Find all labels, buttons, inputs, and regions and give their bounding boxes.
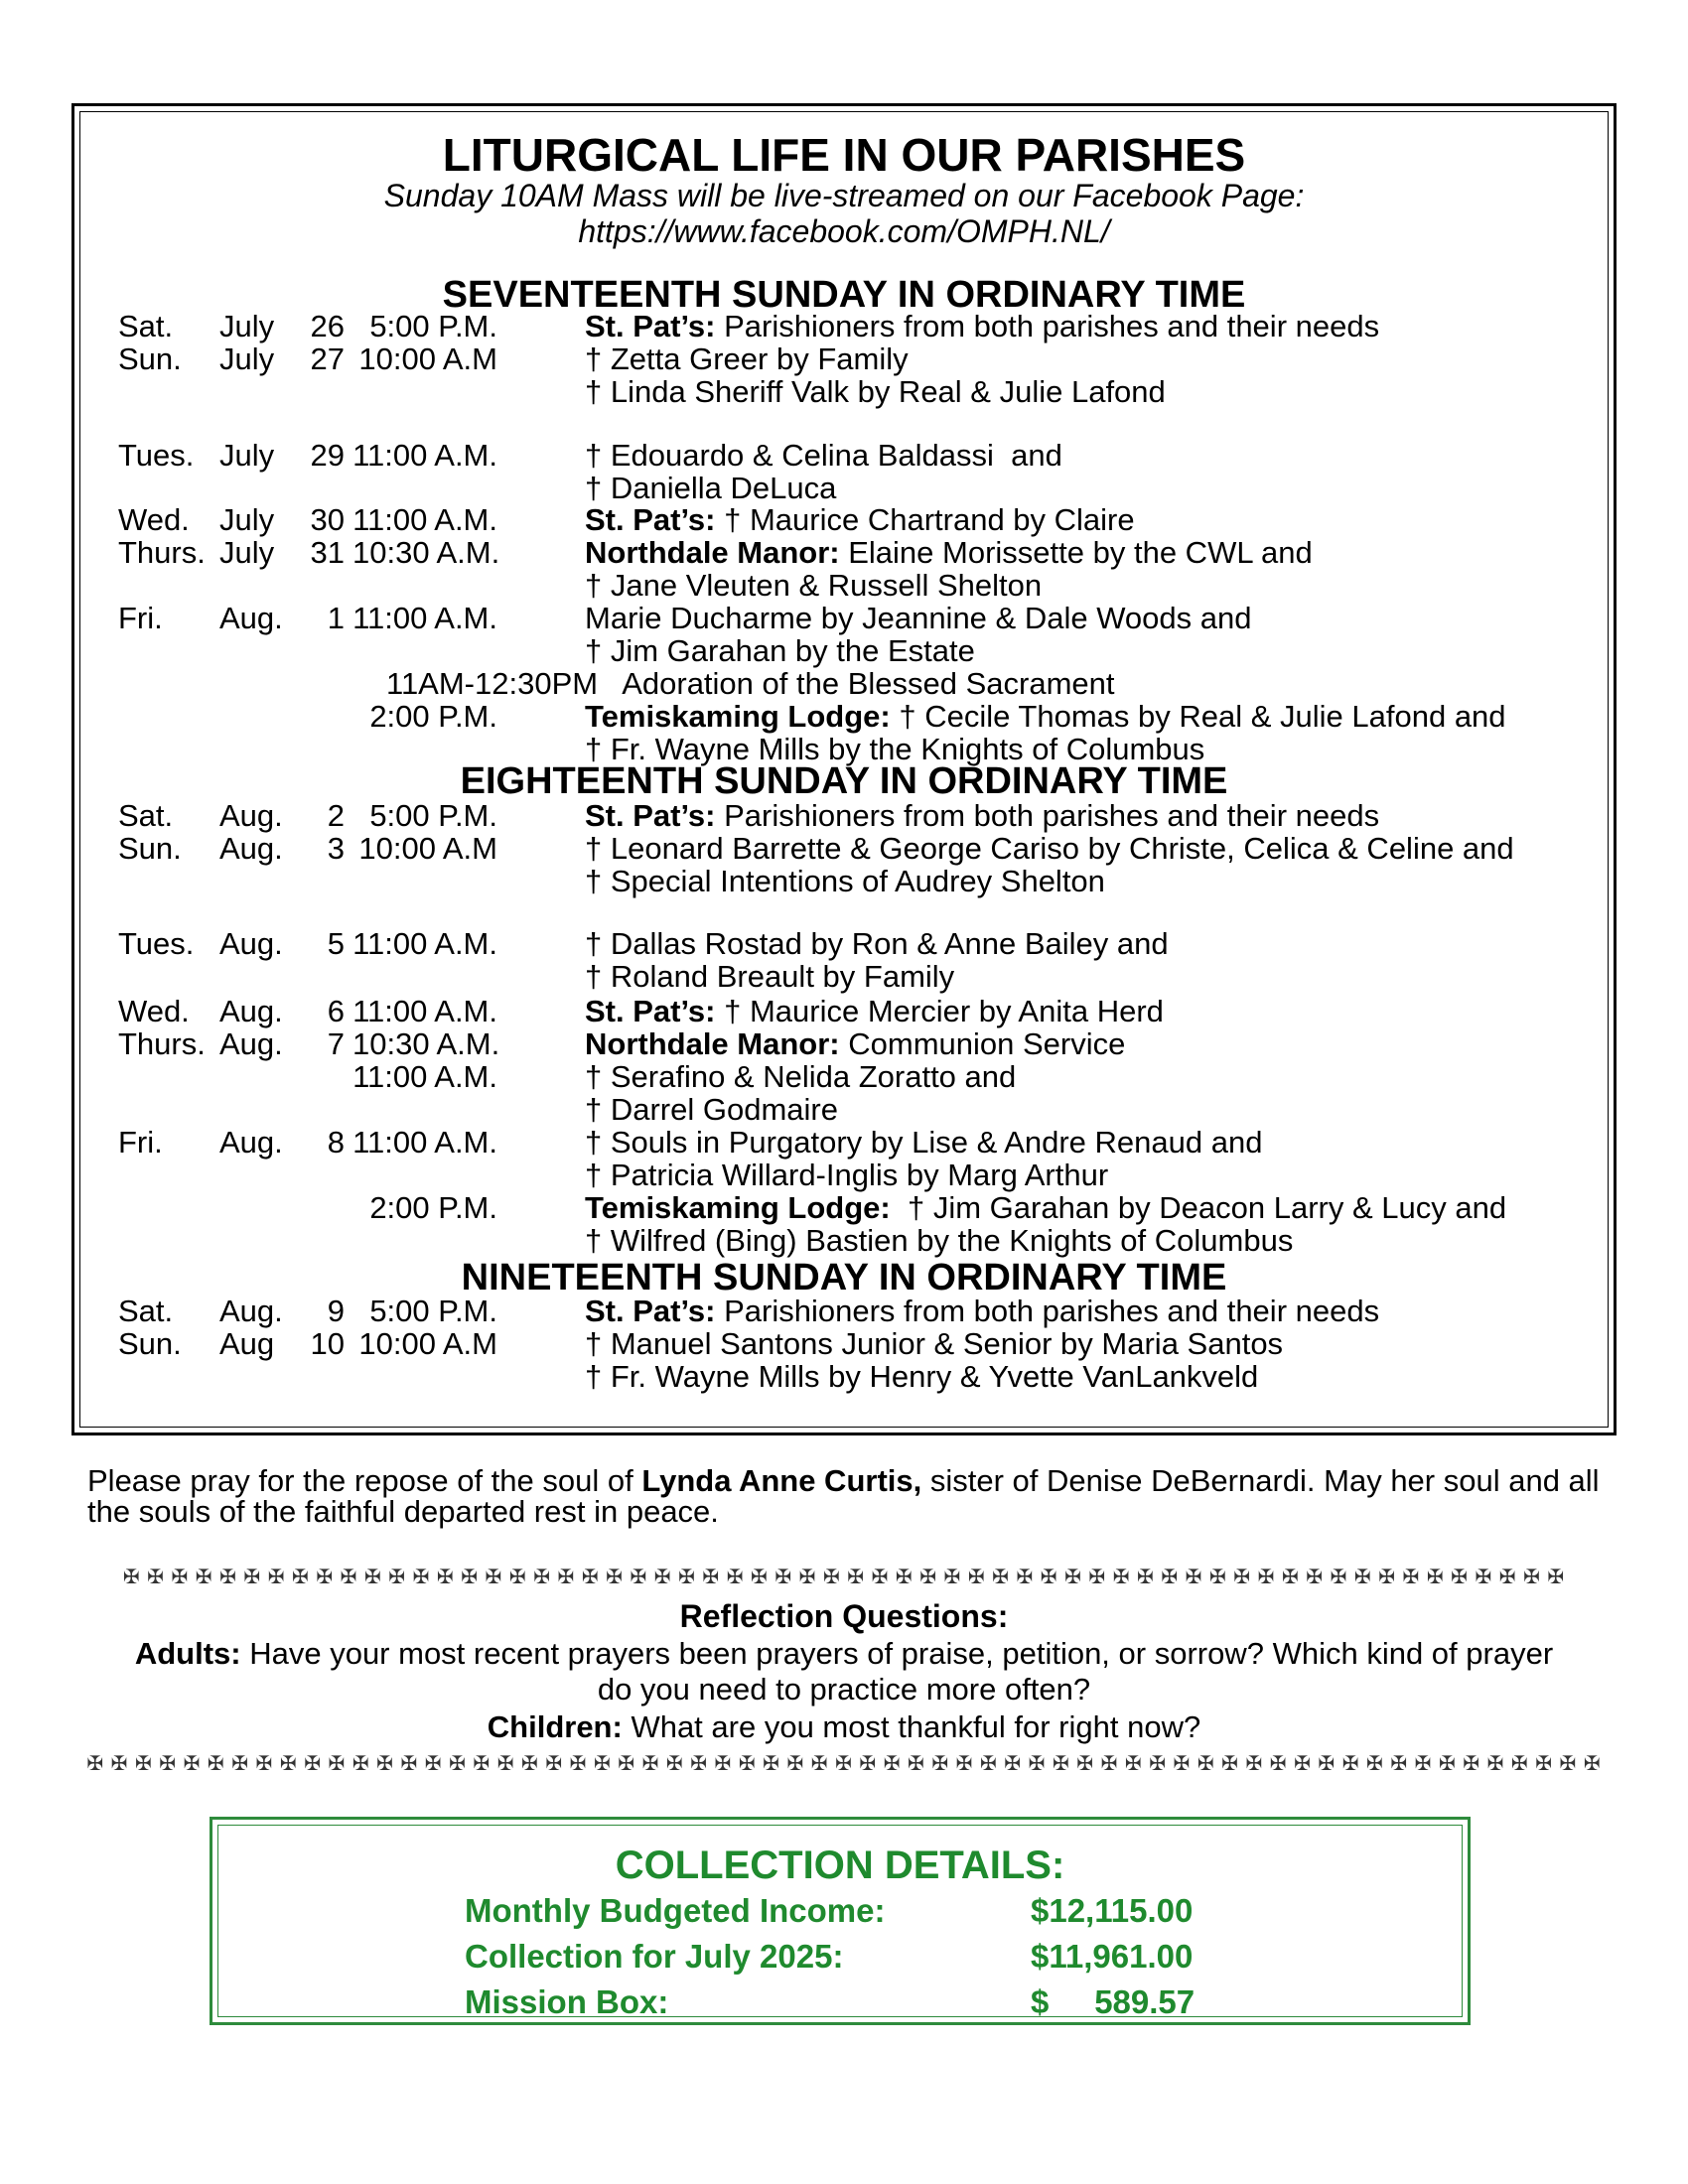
- mass-intention: [585, 311, 1379, 342]
- intention-text: † Jim Garahan by the Estate: [585, 633, 975, 668]
- mass-intention: [585, 866, 1105, 897]
- schedule-row: [80, 603, 1608, 634]
- row-date: 31: [310, 535, 345, 570]
- row-day: Sat.: [118, 1294, 174, 1328]
- mass-intention: [585, 701, 1506, 733]
- intention-text: † Patricia Willard-Inglis by Marg Arthur: [585, 1158, 1109, 1192]
- row-time: 10:30 A.M.: [352, 535, 500, 570]
- row-day: Wed.: [118, 502, 190, 537]
- collection-amount: $12,115.00: [1031, 1892, 1194, 1929]
- row-month: Aug.: [219, 601, 283, 635]
- schedule-row: [80, 504, 1608, 536]
- mass-intention: [585, 603, 1251, 634]
- deceased-name: Lynda Anne Curtis,: [641, 1463, 922, 1498]
- row-date: 7: [327, 1026, 345, 1061]
- row-day: Sun.: [118, 831, 182, 866]
- schedule-row: [80, 343, 1608, 375]
- schedule-row: [80, 1328, 1608, 1360]
- schedule-row: [80, 928, 1608, 960]
- collection-row-mission: [218, 1982, 1462, 2022]
- row-time: 2:00 P.M.: [369, 699, 497, 734]
- liturgical-schedule-box: [71, 103, 1617, 1435]
- intention-text: † Dallas Rostad by Ron & Anne Bailey and: [585, 926, 1169, 961]
- intention-text: † Jim Garahan by Deacon Larry & Lucy and: [890, 1190, 1507, 1225]
- mass-intention: [585, 440, 1062, 472]
- mass-intention: [585, 537, 1313, 569]
- row-date: 10: [310, 1326, 345, 1361]
- location-label: St. Pat’s:: [585, 798, 716, 833]
- schedule-row: [80, 1192, 1608, 1224]
- liturgical-inner-border: [79, 111, 1609, 1428]
- location-label: St. Pat’s:: [585, 309, 716, 343]
- row-time: 11:00 A.M.: [352, 994, 497, 1028]
- row-time: 10:30 A.M.: [352, 1026, 500, 1061]
- mass-intention: [585, 343, 909, 375]
- intention-text: † Daniella DeLuca: [585, 471, 837, 505]
- row-time: 11:00 A.M.: [352, 601, 497, 635]
- row-time: 5:00 P.M.: [369, 798, 497, 833]
- mass-intention: [585, 1094, 838, 1126]
- row-time: 11:00 A.M.: [352, 502, 497, 537]
- location-label: Northdale Manor:: [585, 1026, 840, 1061]
- adults-label: Adults:: [134, 1636, 241, 1671]
- intention-text: Communion Service: [839, 1026, 1126, 1061]
- intention-text: Marie Ducharme by Jeannine & Dale Woods and: [585, 601, 1252, 635]
- row-month: Aug.: [219, 1294, 283, 1328]
- livestream-note: Sunday 10AM Mass will be live-streamed on our Facebook Page:: [383, 178, 1305, 213]
- row-day: Fri.: [118, 1125, 163, 1160]
- collection-amount: $11,961.00: [1031, 1938, 1194, 1975]
- row-day: Tues.: [118, 926, 195, 961]
- section-heading-17th-sunday: SEVENTEENTH SUNDAY IN ORDINARY TIME: [442, 274, 1246, 316]
- intention-text: Parishioners from both parishes and their needs: [715, 309, 1380, 343]
- schedule-row: [80, 833, 1608, 865]
- mass-intention: [585, 570, 1042, 602]
- intention-text: † Darrel Godmaire: [585, 1092, 838, 1127]
- mass-intention: [585, 1160, 1108, 1191]
- row-day: Tues.: [118, 438, 195, 473]
- location-label: Temiskaming Lodge:: [585, 699, 891, 734]
- row-date: 29: [310, 438, 345, 473]
- section-heading-18th-sunday: EIGHTEENTH SUNDAY IN ORDINARY TIME: [460, 760, 1228, 802]
- row-day: Fri.: [118, 601, 163, 635]
- intention-text: † Manuel Santons Junior & Senior by Maria Santos: [585, 1326, 1284, 1361]
- reflection-adults: [119, 1636, 1569, 1707]
- schedule-row: [80, 1225, 1608, 1257]
- collection-amount: $ 589.57: [1031, 1983, 1196, 2020]
- collection-label: Monthly Budgeted Income:: [465, 1892, 886, 1929]
- intention-text: † Maurice Chartrand by Claire: [715, 502, 1135, 537]
- row-date: 3: [327, 831, 345, 866]
- repose-text-end: sister of Denise DeBernardi. May her soul and all the souls of the faithful departed rest in peace.: [87, 1463, 1600, 1529]
- intention-text: Elaine Morissette by the CWL and: [839, 535, 1313, 570]
- schedule-row: [80, 866, 1608, 897]
- schedule-row: [80, 311, 1608, 342]
- mass-intention: [585, 473, 836, 504]
- intention-text: † Fr. Wayne Mills by the Knights of Columbus: [585, 732, 1205, 766]
- row-date: 5: [327, 926, 345, 961]
- row-month: July: [219, 535, 275, 570]
- section-heading-19th-sunday: NINETEENTH SUNDAY IN ORDINARY TIME: [461, 1257, 1227, 1298]
- mass-intention: [585, 635, 975, 667]
- adults-question: Have your most recent prayers been prayers of praise, petition, or sorrow? Which kind of prayer do you need to practice more often?: [240, 1636, 1554, 1706]
- intention-text: † Maurice Mercier by Anita Herd: [715, 994, 1164, 1028]
- mass-intention: [585, 996, 1164, 1027]
- schedule-row: [80, 473, 1608, 504]
- row-date: 26: [310, 309, 345, 343]
- row-month: July: [219, 438, 275, 473]
- row-day: Wed.: [118, 994, 190, 1028]
- cross-divider-bottom: ✠ ✠ ✠ ✠ ✠ ✠ ✠ ✠ ✠ ✠ ✠ ✠ ✠ ✠ ✠ ✠ ✠ ✠ ✠ ✠ ✠ ✠ ✠ ✠ ✠ ✠ ✠ ✠ ✠ ✠ ✠ ✠ ✠ ✠ ✠ ✠ ✠ ✠ ✠ ✠ ✠ ✠ ✠ ✠ ✠ ✠ ✠ ✠ ✠ ✠ ✠ ✠ ✠ ✠ ✠ ✠ ✠ ✠ ✠ ✠ ✠ ✠ ✠: [86, 1753, 1602, 1775]
- collection-row-budget: [218, 1891, 1462, 1931]
- row-time: 11:00 A.M.: [352, 926, 497, 961]
- schedule-row: [80, 1094, 1608, 1126]
- schedule-row: [80, 1296, 1608, 1327]
- row-date: 1: [327, 601, 345, 635]
- repose-notice: [87, 1465, 1636, 1527]
- location-label: Temiskaming Lodge:: [585, 1190, 891, 1225]
- schedule-row: [80, 440, 1608, 472]
- collection-row-july: [218, 1937, 1462, 1977]
- intention-text: † Roland Breault by Family: [585, 959, 955, 994]
- mass-intention: [585, 1361, 1258, 1393]
- intention-text: † Edouardo & Celina Baldassi and: [585, 438, 1062, 473]
- intention-text: † Zetta Greer by Family: [585, 341, 909, 376]
- schedule-row: [80, 376, 1608, 408]
- row-time: 11:00 A.M.: [352, 1059, 497, 1094]
- location-label: St. Pat’s:: [585, 994, 716, 1028]
- schedule-row: [80, 635, 1608, 667]
- collection-label: Collection for July 2025:: [465, 1938, 844, 1975]
- mass-intention: [585, 833, 1514, 865]
- mass-intention: [585, 376, 1166, 408]
- reflection-children: [0, 1709, 1688, 1745]
- row-date: 8: [327, 1125, 345, 1160]
- row-time: 2:00 P.M.: [369, 1190, 497, 1225]
- row-month: Aug: [219, 1326, 275, 1361]
- schedule-row: [80, 1160, 1608, 1191]
- schedule-row: [80, 961, 1608, 993]
- intention-text: † Cecile Thomas by Real & Julie Lafond and: [890, 699, 1506, 734]
- row-month: Aug.: [219, 994, 283, 1028]
- intention-text: † Leonard Barrette & George Cariso by Christe, Celica & Celine and: [585, 831, 1514, 866]
- row-day: Sat.: [118, 309, 174, 343]
- row-month: Aug.: [219, 798, 283, 833]
- row-month: July: [219, 309, 275, 343]
- intention-text: † Wilfred (Bing) Bastien by the Knights of Columbus: [585, 1223, 1294, 1258]
- row-month: Aug.: [219, 831, 283, 866]
- mass-intention: [585, 1061, 1016, 1093]
- row-day: Sun.: [118, 341, 182, 376]
- schedule-row: [80, 537, 1608, 569]
- row-time: 5:00 P.M.: [369, 309, 497, 343]
- mass-intention: [585, 1225, 1293, 1257]
- row-day: Sun.: [118, 1326, 182, 1361]
- row-time: 10:00 A.M: [358, 831, 497, 866]
- intention-text: Parishioners from both parishes and their needs: [715, 1294, 1380, 1328]
- children-question: What are you most thankful for right now?: [622, 1709, 1201, 1744]
- row-day: Sat.: [118, 798, 174, 833]
- children-label: Children:: [487, 1709, 623, 1744]
- schedule-row: [80, 1361, 1608, 1393]
- intention-text: Parishioners from both parishes and their needs: [715, 798, 1380, 833]
- schedule-row: [80, 570, 1608, 602]
- intention-text: † Fr. Wayne Mills by Henry & Yvette VanLankveld: [585, 1359, 1259, 1394]
- collection-label: Mission Box:: [465, 1983, 669, 2020]
- page-title: LITURGICAL LIFE IN OUR PARISHES: [442, 129, 1246, 181]
- mass-intention: [585, 800, 1379, 832]
- location-label: St. Pat’s:: [585, 1294, 716, 1328]
- row-date: 9: [327, 1294, 345, 1328]
- row-date: 27: [310, 341, 345, 376]
- row-time: 5:00 P.M.: [369, 1294, 497, 1328]
- adoration-note: 11AM-12:30PM Adoration of the Blessed Sacrament: [386, 666, 1115, 701]
- row-month: July: [219, 502, 275, 537]
- row-day: Thurs.: [118, 535, 206, 570]
- collection-details-box: [210, 1817, 1471, 2025]
- mass-intention: [585, 961, 954, 993]
- row-time: 10:00 A.M: [358, 1326, 497, 1361]
- schedule-row: [80, 1127, 1608, 1159]
- cross-divider-top: ✠ ✠ ✠ ✠ ✠ ✠ ✠ ✠ ✠ ✠ ✠ ✠ ✠ ✠ ✠ ✠ ✠ ✠ ✠ ✠ ✠ ✠ ✠ ✠ ✠ ✠ ✠ ✠ ✠ ✠ ✠ ✠ ✠ ✠ ✠ ✠ ✠ ✠ ✠ ✠ ✠ ✠ ✠ ✠ ✠ ✠ ✠ ✠ ✠ ✠ ✠ ✠ ✠ ✠ ✠ ✠ ✠ ✠ ✠ ✠: [122, 1567, 1566, 1588]
- intention-text: † Jane Vleuten & Russell Shelton: [585, 568, 1043, 603]
- row-time: 10:00 A.M: [358, 341, 497, 376]
- schedule-row: [80, 1028, 1608, 1060]
- mass-intention: [585, 1127, 1262, 1159]
- row-day: Thurs.: [118, 1026, 206, 1061]
- row-date: 30: [310, 502, 345, 537]
- row-date: 6: [327, 994, 345, 1028]
- schedule-row: [80, 668, 1608, 700]
- row-date: 2: [327, 798, 345, 833]
- row-month: Aug.: [219, 1026, 283, 1061]
- mass-intention: [585, 1328, 1283, 1360]
- collection-title: COLLECTION DETAILS:: [615, 1843, 1065, 1887]
- intention-text: † Special Intentions of Audrey Shelton: [585, 864, 1105, 898]
- schedule-row: [80, 800, 1608, 832]
- mass-intention: [585, 1028, 1125, 1060]
- mass-intention: [585, 1296, 1379, 1327]
- schedule-row: [80, 1061, 1608, 1093]
- repose-text-start: Please pray for the repose of the soul of: [87, 1463, 642, 1498]
- row-time: 11:00 A.M.: [352, 438, 497, 473]
- reflection-title: Reflection Questions:: [679, 1598, 1009, 1634]
- intention-text: † Serafino & Nelida Zoratto and: [585, 1059, 1017, 1094]
- intention-text: † Linda Sheriff Valk by Real & Julie Lafond: [585, 374, 1166, 409]
- location-label: St. Pat’s:: [585, 502, 716, 537]
- row-month: July: [219, 341, 275, 376]
- collection-inner-border: [217, 1825, 1463, 2020]
- location-label: Northdale Manor:: [585, 535, 840, 570]
- mass-intention: [585, 928, 1169, 960]
- row-time: 11:00 A.M.: [352, 1125, 497, 1160]
- mass-intention: [585, 504, 1135, 536]
- schedule-row: [80, 701, 1608, 733]
- schedule-row: [80, 996, 1608, 1027]
- mass-intention: [585, 1192, 1506, 1224]
- row-month: Aug.: [219, 926, 283, 961]
- intention-text: † Souls in Purgatory by Lise & Andre Renaud and: [585, 1125, 1263, 1160]
- row-month: Aug.: [219, 1125, 283, 1160]
- facebook-url[interactable]: https://www.facebook.com/OMPH.NL/: [578, 213, 1110, 249]
